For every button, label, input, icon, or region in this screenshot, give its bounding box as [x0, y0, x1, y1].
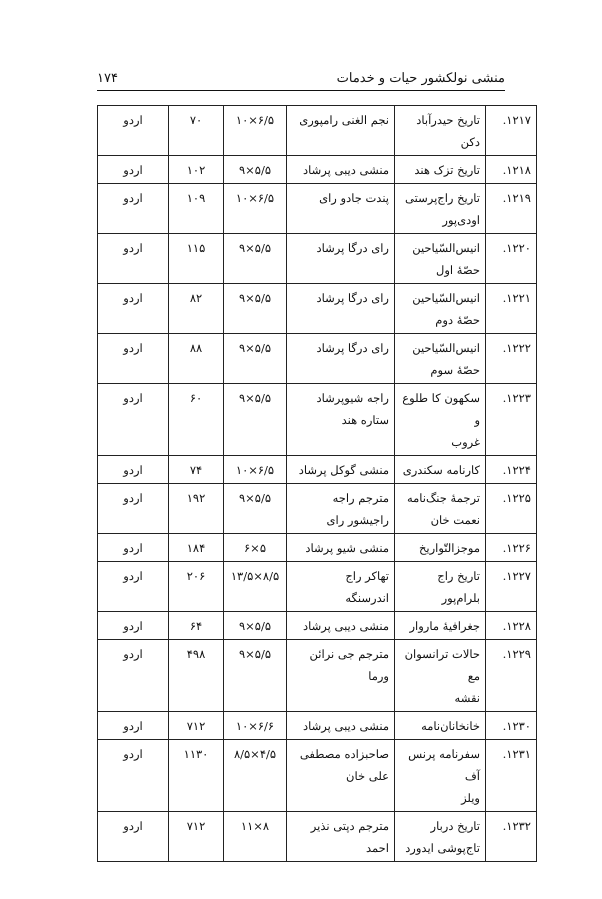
author	[287, 234, 395, 284]
author	[287, 184, 395, 234]
book-title-line: تاج‌پوشی ایدورد	[405, 841, 480, 855]
author-line: مترجم جی نرائن	[309, 647, 389, 661]
author	[287, 334, 395, 384]
author	[287, 612, 395, 640]
book-title	[395, 712, 486, 740]
entry-number: ۱۲۱۹.	[486, 184, 537, 234]
author-line: منشی دیبی پرشاد	[303, 163, 389, 177]
author-line: نجم الغنی رامپوری	[299, 113, 389, 127]
running-title: منشی نولکشور حیات و خدمات	[336, 71, 505, 86]
book-title	[395, 640, 486, 712]
author	[287, 640, 395, 712]
book-title-line: غروب	[451, 435, 480, 449]
language: اردو	[98, 740, 169, 812]
language: اردو	[98, 156, 169, 184]
catalog-body	[98, 106, 537, 862]
book-title-line: حالات ترانسوان مع	[404, 647, 480, 683]
table-row	[98, 640, 537, 712]
book-size: ۱۰×۶/۵	[224, 184, 287, 234]
book-title-line: حصّۀ اول	[435, 263, 480, 277]
author	[287, 812, 395, 862]
author-line: پندت جادو رای	[319, 191, 389, 205]
entry-number: ۱۲۲۱.	[486, 284, 537, 334]
book-title-line: انیس‌السّیاحین	[412, 241, 480, 255]
book-size: ۱۳/۵×۸/۵	[224, 562, 287, 612]
book-size: ۱۱×۸	[224, 812, 287, 862]
page-count: ۷۱۲	[169, 712, 224, 740]
book-size: ۱۰×۶/۵	[224, 106, 287, 156]
author-line: مترجم دپتی نذیر	[310, 819, 389, 833]
language: اردو	[98, 106, 169, 156]
language: اردو	[98, 712, 169, 740]
language: اردو	[98, 384, 169, 456]
language: اردو	[98, 184, 169, 234]
language: اردو	[98, 640, 169, 712]
book-title	[395, 284, 486, 334]
entry-number: ۱۲۳۲.	[486, 812, 537, 862]
book-title	[395, 812, 486, 862]
table-row	[98, 534, 537, 562]
page-count: ۷۱۲	[169, 812, 224, 862]
book-title-line: اودی‌پور	[442, 213, 480, 227]
table-row	[98, 384, 537, 456]
book-title	[395, 740, 486, 812]
entry-number: ۱۲۳۰.	[486, 712, 537, 740]
book-size: ۹×۵/۵	[224, 612, 287, 640]
book-title	[395, 562, 486, 612]
book-title	[395, 534, 486, 562]
book-title-line: تاریخ تزک هند	[414, 163, 480, 177]
entry-number: ۱۲۲۸.	[486, 612, 537, 640]
book-size: ۹×۵/۵	[224, 234, 287, 284]
table-row	[98, 334, 537, 384]
book-title-line: سفرنامه پرنس آف	[408, 747, 480, 783]
book-title	[395, 106, 486, 156]
author-line: رای درگا پرشاد	[316, 291, 389, 305]
table-row	[98, 106, 537, 156]
entry-number: ۱۲۲۶.	[486, 534, 537, 562]
entry-number: ۱۲۱۸.	[486, 156, 537, 184]
table-row	[98, 284, 537, 334]
author-line: منشی دیبی پرشاد	[303, 619, 389, 633]
book-title-line: تاریخ راج بلرام‌پور	[437, 569, 480, 605]
author-line: منشی دیبی پرشاد	[303, 719, 389, 733]
book-size: ۹×۵/۵	[224, 484, 287, 534]
language: اردو	[98, 334, 169, 384]
book-title	[395, 384, 486, 456]
table-row	[98, 712, 537, 740]
author-line: راجه شیوپرشاد	[316, 391, 389, 405]
author-line: اندرسنگه	[345, 591, 389, 605]
author	[287, 284, 395, 334]
author	[287, 384, 395, 456]
entry-number: ۱۲۲۴.	[486, 456, 537, 484]
table-row	[98, 456, 537, 484]
book-title-line: تاریخ حیدرآباد دکن	[416, 113, 480, 149]
entry-number: ۱۲۲۳.	[486, 384, 537, 456]
page-count: ۱۹۲	[169, 484, 224, 534]
book-title	[395, 484, 486, 534]
running-header	[97, 62, 505, 86]
page-count: ۲۰۶	[169, 562, 224, 612]
table-row	[98, 184, 537, 234]
language: اردو	[98, 284, 169, 334]
page-count: ۸۸	[169, 334, 224, 384]
book-title	[395, 612, 486, 640]
author	[287, 106, 395, 156]
page-count: ۱۱۳۰	[169, 740, 224, 812]
book-title-line: حصّۀ سوم	[430, 363, 480, 377]
author-line: رای درگا پرشاد	[316, 341, 389, 355]
author-line: ستاره هند	[341, 413, 389, 427]
book-title-line: تاریخ دربار	[430, 819, 480, 833]
book-title-line: انیس‌السّیاحین	[412, 291, 480, 305]
author	[287, 562, 395, 612]
book-title-line: موجزالتّواریخ	[418, 541, 480, 555]
book-title	[395, 184, 486, 234]
book-title	[395, 156, 486, 184]
table-row	[98, 484, 537, 534]
author-line: تهاکر راج	[345, 569, 389, 583]
author-line: ورما	[368, 669, 389, 683]
page-count: ۷۰	[169, 106, 224, 156]
author-line: راجیشور رای	[326, 513, 389, 527]
page-count: ۱۰۹	[169, 184, 224, 234]
catalog-table	[97, 105, 537, 862]
author-line: منشی گوکل پرشاد	[298, 463, 389, 477]
book-title-line: تاریخ راج‌پرستی	[405, 191, 480, 205]
book-size: ۸/۵×۴/۵	[224, 740, 287, 812]
entry-number: ۱۲۲۹.	[486, 640, 537, 712]
book-title-line: انیس‌السّیاحین	[412, 341, 480, 355]
page-count: ۷۴	[169, 456, 224, 484]
book-size: ۹×۵/۵	[224, 384, 287, 456]
table-row	[98, 740, 537, 812]
author-line: مترجم راجه	[332, 491, 389, 505]
book-size: ۹×۵/۵	[224, 334, 287, 384]
author	[287, 712, 395, 740]
author-line: صاحبزاده مصطفی	[299, 747, 389, 761]
entry-number: ۱۲۱۷.	[486, 106, 537, 156]
book-size: ۹×۵/۵	[224, 284, 287, 334]
book-title-line: نقشه	[454, 691, 480, 705]
page-number: ۱۷۴	[97, 71, 118, 86]
author	[287, 456, 395, 484]
page-count: ۶۰	[169, 384, 224, 456]
book-title-line: کارنامه سکندری	[402, 463, 480, 477]
book-title-line: ترجمۀ جنگ‌نامه	[406, 491, 480, 505]
entry-number: ۱۲۲۷.	[486, 562, 537, 612]
book-title-line: حصّۀ دوم	[435, 313, 480, 327]
book-title	[395, 456, 486, 484]
page-count: ۱۰۲	[169, 156, 224, 184]
book-size: ۹×۵/۵	[224, 640, 287, 712]
language: اردو	[98, 612, 169, 640]
book-title-line: ویلز	[461, 791, 480, 805]
author-line: منشی شیو پرشاد	[305, 541, 389, 555]
page-count: ۱۱۵	[169, 234, 224, 284]
table-row	[98, 562, 537, 612]
book-size: ۱۰×۶/۶	[224, 712, 287, 740]
language: اردو	[98, 562, 169, 612]
language: اردو	[98, 456, 169, 484]
language: اردو	[98, 234, 169, 284]
book-size: ۹×۵/۵	[224, 156, 287, 184]
header-rule	[97, 90, 505, 91]
table-row	[98, 612, 537, 640]
table-row	[98, 156, 537, 184]
entry-number: ۱۲۲۵.	[486, 484, 537, 534]
page-count: ۱۸۴	[169, 534, 224, 562]
author	[287, 156, 395, 184]
book-title-line: سکهون کا طلوع و	[402, 391, 480, 427]
author	[287, 484, 395, 534]
table-row	[98, 812, 537, 862]
entry-number: ۱۲۳۱.	[486, 740, 537, 812]
book-size: ۱۰×۶/۵	[224, 456, 287, 484]
language: اردو	[98, 484, 169, 534]
language: اردو	[98, 534, 169, 562]
table-row	[98, 234, 537, 284]
book-title-line: نعمت خان	[430, 513, 480, 527]
page-count: ۸۲	[169, 284, 224, 334]
book-title	[395, 234, 486, 284]
entry-number: ۱۲۲۰.	[486, 234, 537, 284]
entry-number: ۱۲۲۲.	[486, 334, 537, 384]
book-title-line: جغرافیۀ ماروار	[409, 619, 480, 633]
book-title	[395, 334, 486, 384]
author-line: علی خان	[346, 769, 389, 783]
page-count: ۶۴	[169, 612, 224, 640]
author-line: رای درگا پرشاد	[316, 241, 389, 255]
book-size: ۶×۵	[224, 534, 287, 562]
language: اردو	[98, 812, 169, 862]
book-title-line: خانخانان‌نامه	[421, 719, 480, 733]
page-count: ۴۹۸	[169, 640, 224, 712]
author	[287, 534, 395, 562]
author	[287, 740, 395, 812]
author-line: احمد	[366, 841, 389, 855]
